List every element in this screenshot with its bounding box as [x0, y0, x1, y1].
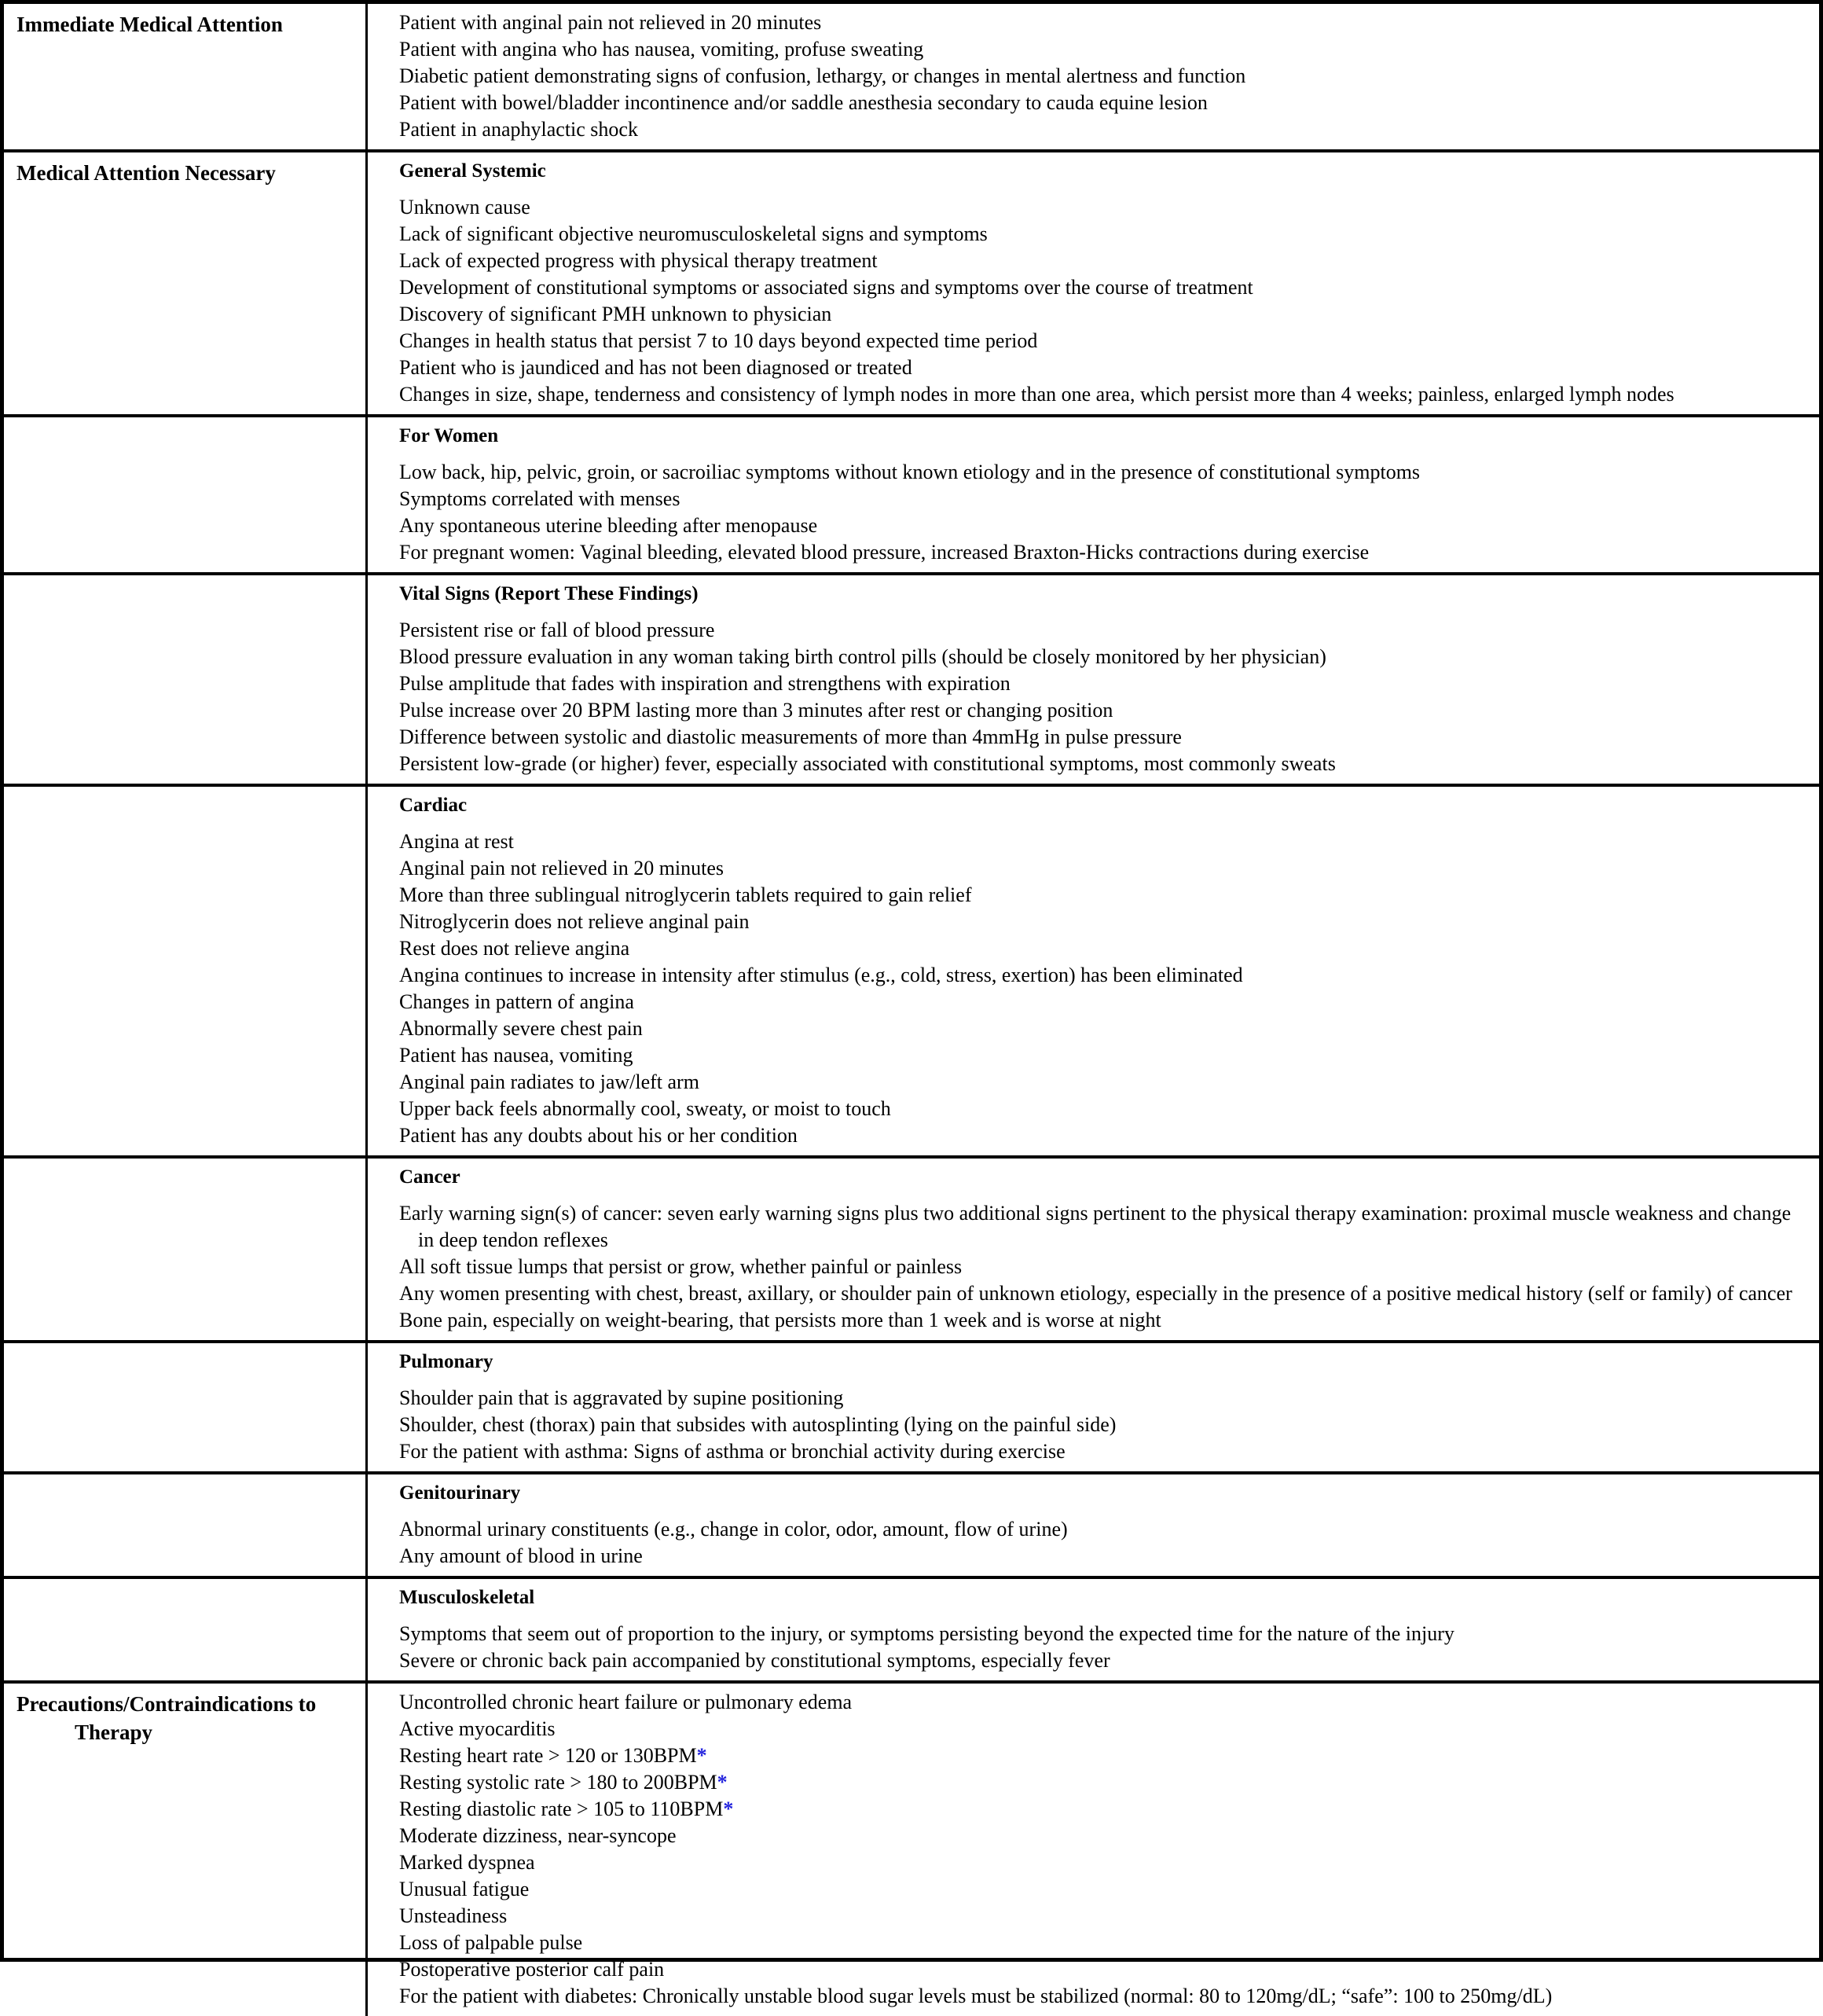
- finding-item: Nitroglycerin does not relieve anginal pain: [399, 910, 750, 933]
- finding-item: Loss of palpable pulse: [399, 1931, 583, 1954]
- row-category-cell: [4, 1474, 368, 1576]
- finding-item: Patient in anaphylactic shock: [399, 118, 638, 141]
- finding-item: Symptoms that seem out of proportion to the injury, or symptoms persisting beyond the expected time for the nature of the injury: [399, 1622, 1454, 1645]
- finding-item: Changes in size, shape, tenderness and consistency of lymph nodes in more than one area, which persist more than 4 weeks; painless, enlarged lymph nodes: [399, 383, 1674, 406]
- finding-text: Resting systolic rate > 180 to 200BPM: [399, 1771, 717, 1794]
- finding-item: Early warning sign(s) of cancer: seven early warning signs plus two additional signs pertinent to the physical therapy examination: proximal muscle weakness and change in deep tendon reflexes: [399, 1202, 1792, 1251]
- finding-item: Low back, hip, pelvic, groin, or sacroiliac symptoms without known etiology and in the presence of constitutional symptoms: [399, 461, 1421, 483]
- finding-item: Abnormally severe chest pain: [399, 1017, 643, 1040]
- row-findings-cell: [368, 575, 1819, 784]
- finding-item: Changes in pattern of angina: [399, 990, 634, 1013]
- finding-item: Persistent rise or fall of blood pressure: [399, 619, 715, 641]
- finding-item: Lack of significant objective neuromusculoskeletal signs and symptoms: [399, 222, 988, 245]
- table-row: [4, 152, 1819, 417]
- table-row: [4, 417, 1819, 575]
- table-row: [4, 787, 1819, 1159]
- table-row: [4, 1159, 1819, 1343]
- row-findings-cell: [368, 4, 1819, 149]
- finding-item: Angina at rest: [399, 830, 514, 853]
- finding-item: Persistent low-grade (or higher) fever, especially associated with constitutional symptoms, most commonly sweats: [399, 752, 1336, 775]
- row-findings-cell: [368, 1343, 1819, 1471]
- footnote-asterisk: *: [696, 1744, 707, 1767]
- row-category-cell: [4, 1684, 368, 2016]
- row-findings-cell: [368, 1579, 1819, 1680]
- finding-item: Postoperative posterior calf pain: [399, 1958, 665, 1981]
- finding-item: For the patient with diabetes: Chronically unstable blood sugar levels must be stabilized (normal: 80 to 120mg/dL; “safe”: 100 to 250mg/dL): [399, 1985, 1553, 2007]
- finding-item: Shoulder, chest (thorax) pain that subsides with autosplinting (lying on the painful side): [399, 1413, 1117, 1436]
- finding-item: Uncontrolled chronic heart failure or pulmonary edema: [399, 1691, 853, 1713]
- finding-item: [399, 1742, 1803, 1769]
- row-category-cell: [4, 575, 368, 784]
- finding-item: Anginal pain radiates to jaw/left arm: [399, 1070, 699, 1093]
- footnote-asterisk: *: [723, 1798, 734, 1820]
- finding-item: Marked dyspnea: [399, 1851, 535, 1874]
- row-findings-cell: [368, 1159, 1819, 1340]
- finding-item: Upper back feels abnormally cool, sweaty, or moist to touch: [399, 1097, 891, 1120]
- row-category-cell: [4, 417, 368, 572]
- finding-item: Any women presenting with chest, breast, axillary, or shoulder pain of unknown etiology, especially in the presence of a positive medical history (self or family) of cancer: [399, 1282, 1792, 1305]
- category-label: Immediate Medical Attention: [17, 13, 283, 36]
- footnote-asterisk: *: [717, 1771, 728, 1794]
- row-findings-cell: [368, 152, 1819, 414]
- finding-item: Unsteadiness: [399, 1904, 508, 1927]
- section-heading: Pulmonary: [399, 1351, 493, 1372]
- row-category-cell: [4, 1159, 368, 1340]
- section-heading: Vital Signs (Report These Findings): [399, 583, 699, 604]
- finding-item: Any spontaneous uterine bleeding after menopause: [399, 514, 818, 537]
- table-row: [4, 1579, 1819, 1684]
- row-category-cell: [4, 787, 368, 1155]
- finding-item: Diabetic patient demonstrating signs of confusion, lethargy, or changes in mental alertness and function: [399, 64, 1246, 87]
- finding-item: Moderate dizziness, near-syncope: [399, 1824, 677, 1847]
- section-heading: Cancer: [399, 1166, 460, 1188]
- section-heading: General Systemic: [399, 160, 546, 182]
- finding-item: For the patient with asthma: Signs of asthma or bronchial activity during exercise: [399, 1440, 1066, 1463]
- finding-item: Patient with bowel/bladder incontinence and/or saddle anesthesia secondary to cauda equine lesion: [399, 91, 1208, 114]
- finding-item: Changes in health status that persist 7 to 10 days beyond expected time period: [399, 329, 1038, 352]
- row-findings-cell: [368, 417, 1819, 572]
- finding-item: Angina continues to increase in intensity after stimulus (e.g., cold, stress, exertion) has been eliminated: [399, 964, 1243, 986]
- finding-text: Resting diastolic rate > 105 to 110BPM: [399, 1798, 724, 1820]
- finding-item: Rest does not relieve angina: [399, 937, 630, 960]
- table-row: [4, 1343, 1819, 1474]
- finding-item: Any amount of blood in urine: [399, 1544, 643, 1567]
- section-heading: Genitourinary: [399, 1482, 521, 1504]
- finding-item: Symptoms correlated with menses: [399, 487, 680, 510]
- finding-item: Abnormal urinary constituents (e.g., change in color, odor, amount, flow of urine): [399, 1518, 1068, 1540]
- finding-item: Patient has nausea, vomiting: [399, 1044, 633, 1067]
- finding-item: More than three sublingual nitroglycerin tablets required to gain relief: [399, 883, 972, 906]
- finding-text: Resting heart rate > 120 or 130BPM: [399, 1744, 697, 1767]
- finding-item: [399, 1796, 1803, 1823]
- finding-item: [399, 1769, 1803, 1796]
- row-category-cell: [4, 152, 368, 414]
- finding-item: Difference between systolic and diastolic measurements of more than 4mmHg in pulse pressure: [399, 725, 1182, 748]
- row-category-cell: [4, 1579, 368, 1680]
- finding-item: Lack of expected progress with physical therapy treatment: [399, 249, 878, 272]
- row-category-cell: [4, 4, 368, 149]
- row-findings-cell: [368, 787, 1819, 1155]
- finding-item: Active myocarditis: [399, 1717, 556, 1740]
- category-label: Medical Attention Necessary: [17, 161, 276, 185]
- finding-item: Patient who is jaundiced and has not been diagnosed or treated: [399, 356, 912, 379]
- finding-item: Discovery of significant PMH unknown to physician: [399, 303, 832, 325]
- finding-item: Blood pressure evaluation in any woman taking birth control pills (should be closely monitored by her physician): [399, 645, 1326, 668]
- finding-item: Unusual fatigue: [399, 1878, 530, 1900]
- finding-item: Unknown cause: [399, 196, 530, 218]
- row-findings-cell: [368, 1684, 1819, 2016]
- finding-item: Severe or chronic back pain accompanied by constitutional symptoms, especially fever: [399, 1649, 1110, 1672]
- section-heading: Cardiac: [399, 795, 468, 816]
- finding-item: Patient has any doubts about his or her condition: [399, 1124, 798, 1147]
- finding-item: Patient with angina who has nausea, vomiting, profuse sweating: [399, 38, 924, 61]
- finding-item: Pulse amplitude that fades with inspiration and strengthens with expiration: [399, 672, 1011, 695]
- section-heading: For Women: [399, 425, 499, 446]
- table-row: [4, 1474, 1819, 1579]
- table-row: [4, 1684, 1819, 2016]
- finding-item: Pulse increase over 20 BPM lasting more than 3 minutes after rest or changing position: [399, 699, 1113, 722]
- finding-item: For pregnant women: Vaginal bleeding, elevated blood pressure, increased Braxton-Hicks contractions during exercise: [399, 541, 1370, 564]
- finding-item: All soft tissue lumps that persist or grow, whether painful or painless: [399, 1255, 963, 1278]
- finding-item: Development of constitutional symptoms or associated signs and symptoms over the course of treatment: [399, 276, 1253, 299]
- finding-item: Anginal pain not relieved in 20 minutes: [399, 857, 724, 879]
- finding-item: Bone pain, especially on weight-bearing, that persists more than 1 week and is worse at night: [399, 1309, 1161, 1331]
- table-row: [4, 4, 1819, 152]
- category-label: Precautions/Contraindications to: [17, 1692, 317, 1716]
- row-findings-cell: [368, 1474, 1819, 1576]
- table-row: [4, 575, 1819, 787]
- row-category-cell: [4, 1343, 368, 1471]
- section-heading: Musculoskeletal: [399, 1587, 535, 1608]
- category-label: Therapy: [75, 1720, 153, 1744]
- finding-item: Patient with anginal pain not relieved in 20 minutes: [399, 11, 822, 34]
- finding-item: Shoulder pain that is aggravated by supine positioning: [399, 1386, 844, 1409]
